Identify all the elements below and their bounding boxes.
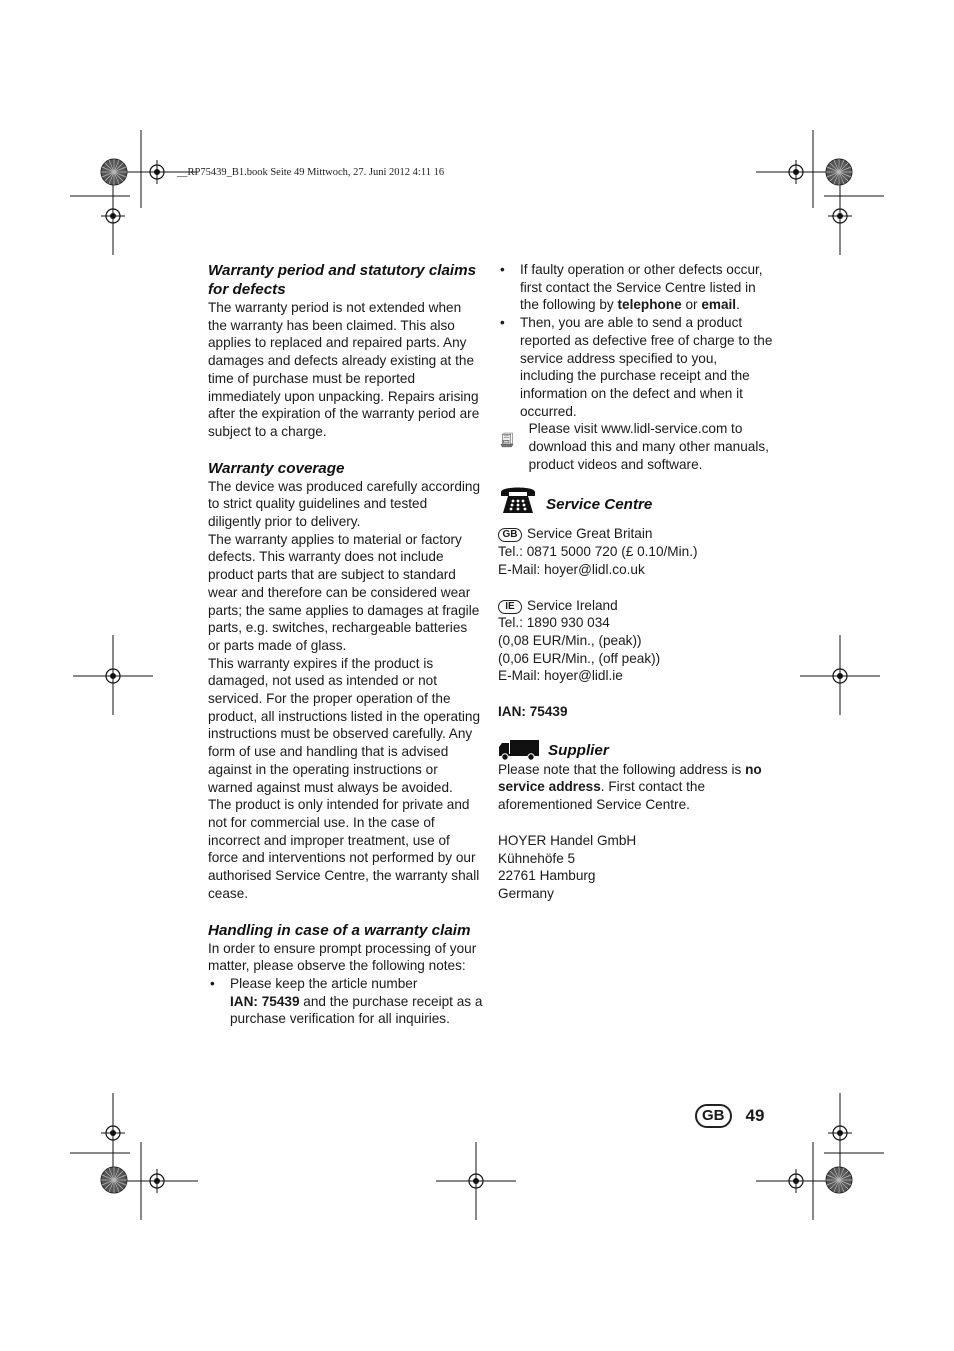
coverage-paragraph-1: The device was produced carefully according to strict quality guidelines and tested diligently prior to delivery.: [208, 478, 481, 530]
email-word: email: [701, 297, 737, 313]
truck-icon: [498, 739, 540, 761]
telephone-word: telephone: [617, 297, 682, 313]
left-column: [208, 261, 483, 1028]
page-footer: [695, 1104, 764, 1128]
ie-badge: IE: [498, 600, 522, 614]
warranty-period-heading: Warranty period and statutory claims for defects: [208, 262, 477, 298]
coverage-paragraph-2: The warranty applies to material or factory defects. This warranty does not include product parts that are subject to standard wear and therefore can be considered wear parts; the same applies to damages at fragile parts, e.g. switches, rechargeable batteries or parts made of glass.: [208, 531, 480, 653]
download-manual-icon: [500, 420, 515, 460]
handling-intro: In order to ensure prompt processing of your matter, please observe the following notes:: [208, 940, 477, 974]
list-item: • Please keep the article number IAN: 75439 and the purchase receipt as a purchase verification for all inquiries.: [208, 975, 483, 1028]
handling-heading: Handling in case of a warranty claim: [208, 921, 471, 939]
list-item: • Then, you are able to send a product reported as defective free of charge to the service address specified to you, including the purchase receipt and the information on the defect and when it occurred.: [498, 314, 773, 420]
supplier-heading: Supplier: [548, 741, 609, 759]
address-country: Germany: [498, 885, 554, 901]
service-gb-name: GB Service Great Britain: [498, 525, 773, 543]
right-column: [498, 261, 773, 903]
telephone-icon: [498, 483, 538, 515]
contact-list: [498, 261, 773, 420]
service-ie-email: E-Mail: hoyer@lidl.ie: [498, 668, 623, 684]
service-ie-offpeak: (0,06 EUR/Min., (off peak)): [498, 650, 661, 666]
coverage-paragraph-3: This warranty expires if the product is damaged, not used as intended or not serviced. For the proper operation of the product, all instructions listed in the operating instructions must be observed carefully. Any form of use and handling that is advised against in the operating instructions or warned against must always be avoided.: [208, 655, 481, 795]
download-text: Please visit www.lidl-service.com to download this and many other manuals, product videos and software.: [528, 421, 769, 472]
print-slug: __RP75439_B1.book Seite 49 Mittwoch, 27. Juni 2012 4:11 16: [177, 167, 445, 178]
list-item: • If faulty operation or other defects occur, first contact the Service Centre listed in the following by telephone or email.: [498, 261, 773, 314]
service-centre-heading: Service Centre: [546, 496, 653, 514]
warranty-coverage-heading: Warranty coverage: [208, 459, 345, 477]
service-ie-name: IE Service Ireland: [498, 597, 773, 615]
coverage-paragraph-4: The product is only intended for private and not for commercial use. In the case of incorrect and improper treatment, use of force and interventions not performed by our authorised Service Centre, the warranty shall cease.: [208, 797, 480, 901]
warranty-period-text: The warranty period is not extended when the warranty has been claimed. This also applies to replaced and repaired parts. Any damages and defects already existing at the time of purchase must be reported immediately upon unpacking. Repairs arising after the expiration of the warranty period are subject to a charge.: [208, 300, 480, 439]
service-gb-tel: Tel.: 0871 5000 720 (£ 0.10/Min.): [498, 544, 698, 560]
address-city: 22761 Hamburg: [498, 868, 596, 884]
service-ie-peak: (0,08 EUR/Min., (peak)): [498, 632, 642, 648]
ian-number: IAN: 75439: [230, 993, 300, 1009]
page-number: 49: [745, 1106, 765, 1125]
supplier-note: Please note that the following address is no service address. First contact the aforementioned Service Centre.: [498, 761, 762, 813]
service-gb-email: E-Mail: hoyer@lidl.co.uk: [498, 561, 645, 577]
gb-badge: GB: [498, 528, 522, 542]
address-company: HOYER Handel GmbH: [498, 832, 637, 848]
handling-list: [208, 975, 483, 1028]
country-badge: GB: [695, 1104, 732, 1128]
service-ie-tel: Tel.: 1890 930 034: [498, 615, 610, 631]
ian-label: IAN: 75439: [498, 704, 568, 720]
address-street: Kühnehöfe 5: [498, 850, 576, 866]
